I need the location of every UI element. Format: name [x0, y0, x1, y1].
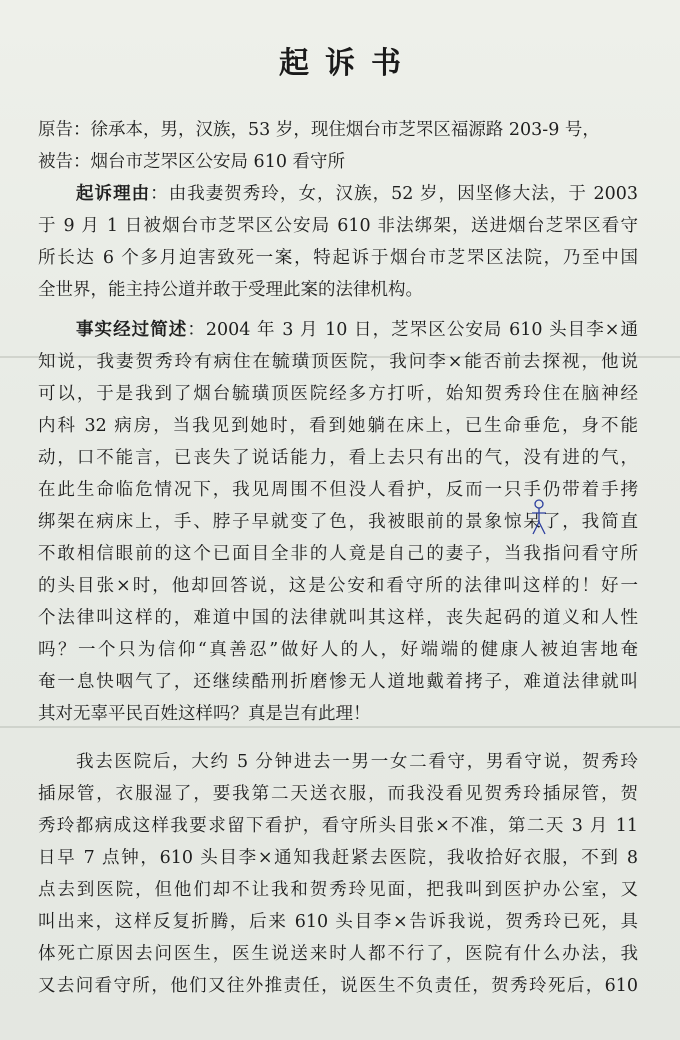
- hospital-line: 点去到医院，但他们却不让我和贺秀玲见面，把我叫到医护办公室，又: [38, 880, 638, 900]
- hospital-line: 叫出来，这样反复折腾，后来 610 头目李×告诉我说，贺秀玲已死，具: [38, 912, 638, 932]
- facts-line: 的头目张×时，他却回答说，这是公安和看守所的法律叫这样的！好一: [38, 576, 638, 596]
- hospital-line: 日早 7 点钟，610 头目李×通知我赶紧去医院，我收拾好衣服，不到 8: [38, 848, 638, 868]
- facts-line: 绑架在病床上，手、脖子早就变了色，我被眼前的景象惊呆了，我简直: [38, 512, 638, 532]
- facts-line: 其对无辜平民百姓这样吗？真是岂有此理！: [38, 704, 371, 724]
- hospital-line: 体死亡原因去问医生，医生说送来时人都不行了，医院有什么办法，我: [38, 944, 638, 964]
- facts-line: 个法律叫这样的，难道中国的法律就叫其这样，丧失起码的道义和人性: [38, 608, 638, 628]
- reason-line: 所长达 6 个多月迫害致死一案，特起诉于烟台市芝罘区法院，乃至中国: [38, 248, 638, 268]
- facts-line: 不敢相信眼前的这个已面目全非的人竟是自己的妻子，当我指问看守所: [38, 544, 638, 564]
- hospital-line: 秀玲都病成这样我要求留下看护，看守所头目张×不准，第二天 3 月 11: [38, 816, 638, 836]
- reason-line: 于 9 月 1 日被烟台市芝罘区公安局 610 非法绑架，送进烟台芝罘区看守: [38, 216, 638, 236]
- reason-line: 全世界，能主持公道并敢于受理此案的法律机构。: [38, 280, 423, 300]
- facts-line: 奄一息快咽气了，还继续酷刑折磨惨无人道地戴着拷子，难道法律就叫: [38, 672, 638, 692]
- plaintiff-line: 原告：徐承本，男，汉族，53 岁，现住烟台市芝罘区福源路 203-9 号，: [38, 120, 600, 140]
- facts-line: 吗？一个只为信仰“真善忍”做好人的人，好端端的健康人被迫害地奄: [38, 640, 638, 660]
- facts-line: 内科 32 病房，当我见到她时，看到她躺在床上，已生命垂危，身不能: [38, 416, 638, 436]
- facts-line: 可以，于是我到了烟台毓璜顶医院经多方打听，始知贺秀玲住在脑神经: [38, 384, 638, 404]
- facts-line-1: 事实经过简述：2004 年 3 月 10 日，芝罘区公安局 610 头目李×通: [76, 320, 639, 340]
- facts-line: 动，口不能言，已丧失了说话能力，看上去只有出的气，没有进的气，: [38, 448, 638, 468]
- document-title: 起诉书: [279, 46, 417, 81]
- paper-crease: [0, 726, 680, 728]
- facts-heading: 事实经过简述: [76, 320, 188, 340]
- hospital-line: 又去问看守所，他们又往外推责任，说医生不负责任，贺秀玲死后，610: [38, 976, 638, 996]
- reason-line-1: 起诉理由：由我妻贺秀玲，女，汉族，52 岁，因坚修大法，于 2003: [76, 184, 638, 204]
- hospital-line: 我去医院后，大约 5 分钟进去一男一女二看守，男看守说，贺秀玲: [76, 752, 638, 772]
- hospital-line: 插尿管，衣服湿了，要我第二天送衣服，而我没看见贺秀玲插尿管，贺: [38, 784, 638, 804]
- pen-doodle-icon: [528, 498, 550, 538]
- facts-line: 知说，我妻贺秀玲有病住在毓璜顶医院，我问李×能否前去探视，他说: [38, 352, 638, 372]
- defendant-line: 被告：烟台市芝罘区公安局 610 看守所: [38, 152, 346, 172]
- facts-line: 在此生命临危情况下，我见周围不但没人看护，反而一只手仍带着手拷: [38, 480, 638, 500]
- reason-heading: 起诉理由: [76, 184, 151, 204]
